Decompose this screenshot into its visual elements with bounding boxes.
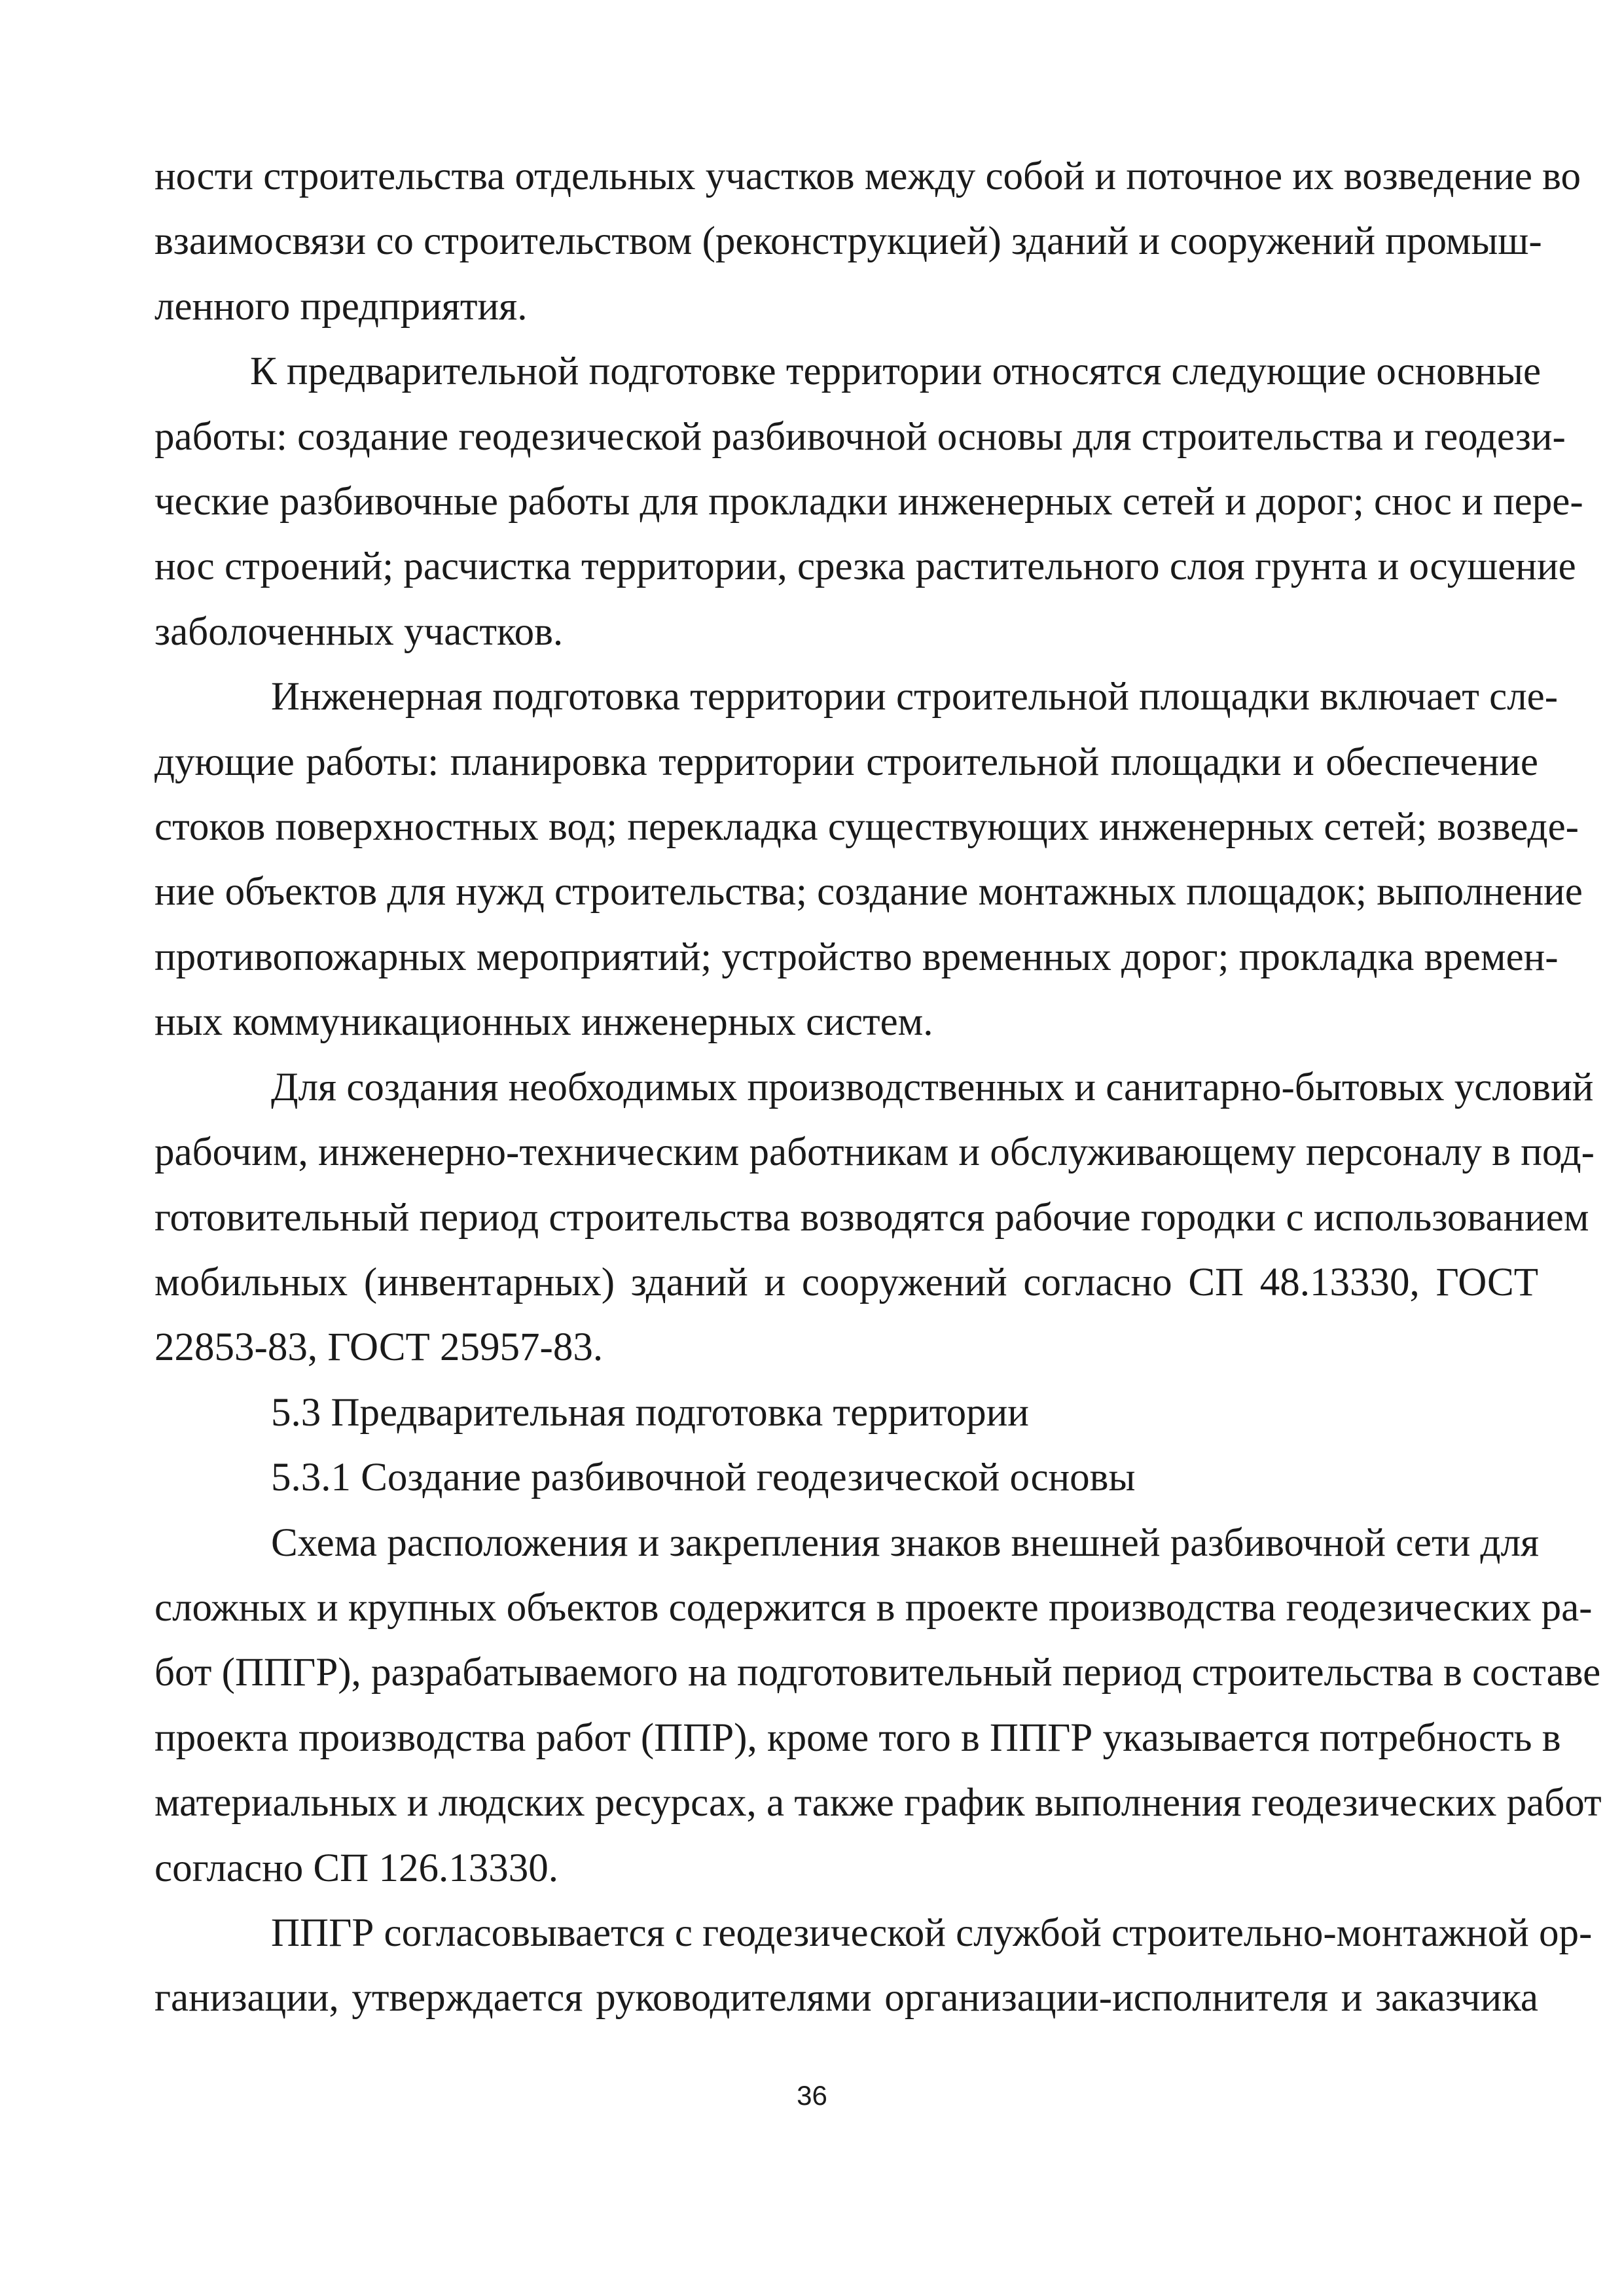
- text-line: сложных и крупных объектов содержится в проекте производства геодезических ра-: [154, 1585, 1593, 1630]
- text-line: К предварительной подготовке территории относятся следующие основные: [250, 350, 1542, 394]
- text-line: 5.3.1 Создание разбивочной геодезической основы: [271, 1456, 1136, 1500]
- text-line: заболоченных участков.: [154, 609, 564, 654]
- paragraph: [154, 1901, 1593, 2031]
- text-line: 5.3 Предварительная подготовка территории: [271, 1390, 1029, 1435]
- paragraph: [154, 1511, 1602, 1901]
- text-line: ние объектов для нужд строительства; создание монтажных площадок; выполнение: [154, 870, 1583, 914]
- paragraph: [154, 1445, 1538, 1510]
- text-line: нос строений; расчистка территории, срезка растительного слоя грунта и осушение: [154, 545, 1576, 589]
- page-number: 36: [797, 2080, 827, 2111]
- text-line: работы: создание геодезической разбивочной основы для строительства и геодези-: [154, 414, 1566, 459]
- text-line: Инженерная подготовка территории строительной площадки включает сле-: [271, 675, 1559, 719]
- paragraph: [154, 339, 1583, 664]
- text-line: ческие разбивочные работы для прокладки инженерных сетей и дорог; снос и пере-: [154, 480, 1583, 524]
- text-line: бот (ППГР), разрабатываемого на подготовительный период строительства в составе: [154, 1651, 1601, 1695]
- text-line: проекта производства работ (ППР), кроме того в ППГР указывается потребность в: [154, 1715, 1561, 1760]
- text-line: мобильных (инвентарных) зданий и сооружений согласно СП 48.13330, ГОСТ: [154, 1260, 1538, 1304]
- text-line: ности строительства отдельных участков между собой и поточное их возведение во: [154, 154, 1581, 198]
- text-line: Схема расположения и закрепления знаков внешней разбивочной сети для: [271, 1520, 1540, 1565]
- paragraph: [154, 1055, 1595, 1380]
- text-line: ППГР согласовывается с геодезической службой строительно-монтажной ор-: [271, 1910, 1593, 1955]
- text-line: рабочим, инженерно-техническим работникам и обслуживающему персоналу в под-: [154, 1130, 1595, 1175]
- text-line: согласно СП 126.13330.: [154, 1846, 558, 1890]
- body-text: [154, 144, 1602, 2031]
- text-line: взаимосвязи со строительством (реконструкцией) зданий и сооружений промыш-: [154, 219, 1542, 264]
- text-line: готовительный период строительства возводятся рабочие городки с использованием: [154, 1195, 1589, 1240]
- text-line: ганизации, утверждается руководителями организации-исполнителя и заказчика: [154, 1976, 1538, 2020]
- text-line: 22853-83, ГОСТ 25957-83.: [154, 1325, 604, 1370]
- paragraph: [154, 1380, 1538, 1445]
- text-line: ных коммуникационных инженерных систем.: [154, 1000, 933, 1045]
- paragraph: [154, 664, 1583, 1054]
- text-line: материальных и людских ресурсах, а также график выполнения геодезических работ: [154, 1781, 1602, 1825]
- text-line: Для создания необходимых производственных и санитарно-бытовых условий: [271, 1065, 1594, 1109]
- text-line: ленного предприятия.: [154, 284, 528, 329]
- paragraph: [154, 144, 1581, 339]
- text-line: стоков поверхностных вод; перекладка существующих инженерных сетей; возведе-: [154, 805, 1579, 850]
- text-line: противопожарных мероприятий; устройство временных дорог; прокладка времен-: [154, 935, 1559, 979]
- text-line: дующие работы: планировка территории строительной площадки и обеспечение: [154, 740, 1538, 784]
